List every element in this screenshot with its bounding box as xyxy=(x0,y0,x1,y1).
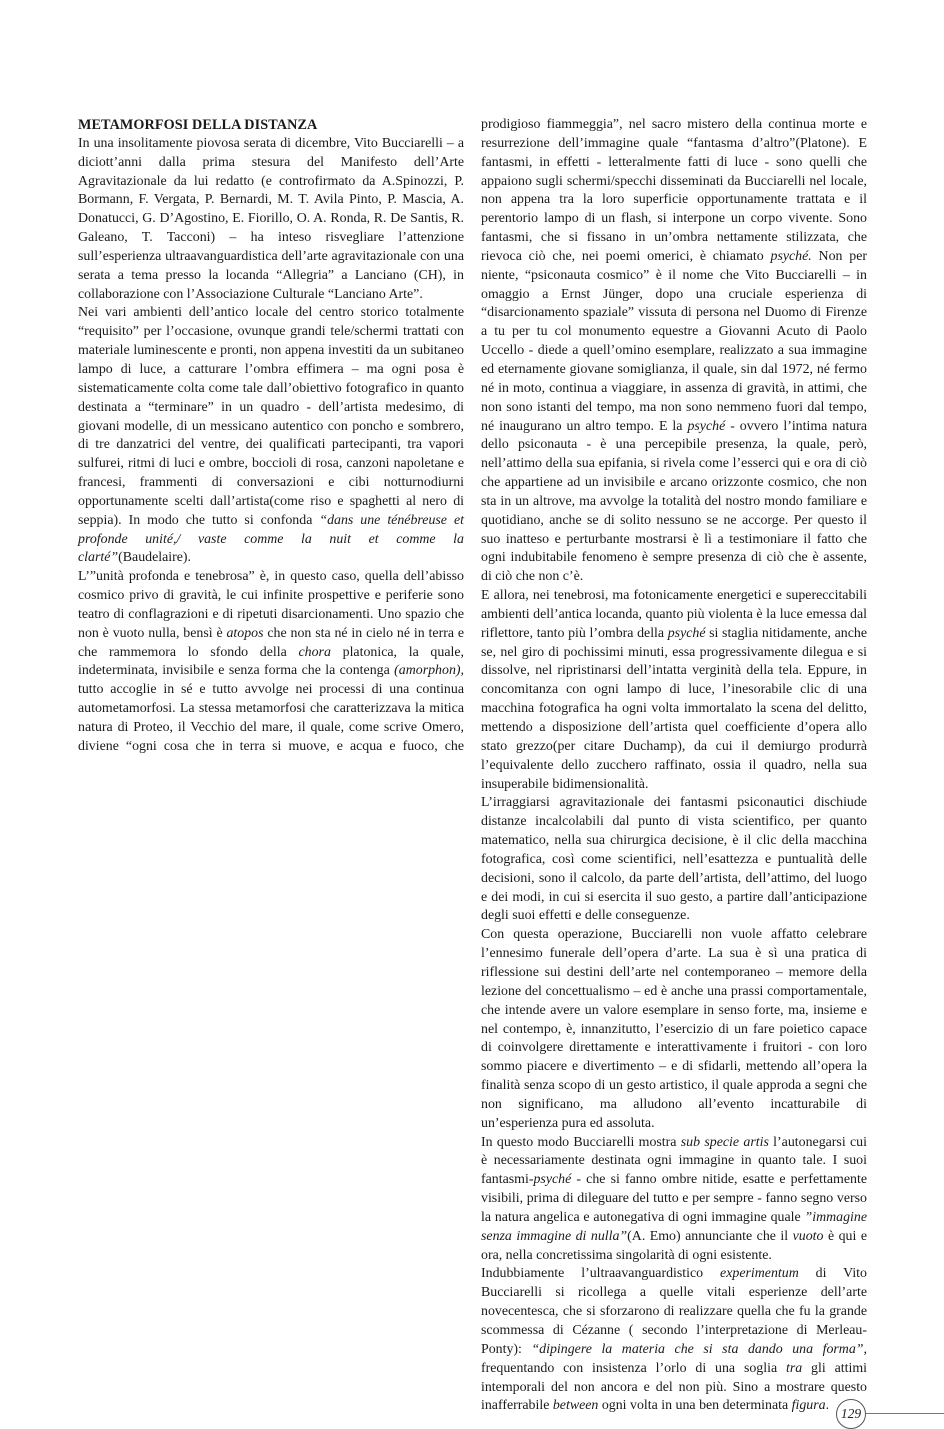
text-run: (A. Emo) annunciante che il xyxy=(627,1228,793,1244)
text-run: L’”unità profonda e tenebrosa” è, in questo caso, quella dell’abisso cosmico privo di gravità, le cui infinite prospettive e periferie sono teatro di conflagrazioni e di ripetuti disarcionamenti. Uno spazio che non è vuoto nulla, bensì è xyxy=(78,569,464,641)
paragraph xyxy=(481,794,867,926)
italic-text: vuoto xyxy=(792,1228,824,1244)
text-run: - che si fanno ombre nitide, esatte e perfettamente visibili, prima di dileguare del tutto e per sempre - fanno segno verso la natura angelica e autonegativa di ogni immagine quale xyxy=(481,1172,867,1225)
italic-text: psyché xyxy=(533,1172,572,1188)
article-title: METAMORFOSI DELLA DISTANZA xyxy=(78,117,318,133)
text-run: In questo modo Bucciarelli mostra xyxy=(481,1134,681,1150)
text-run: Indubbiamente l’ultraavanguardistico xyxy=(481,1266,721,1282)
text-run: che non sta né in cielo né in terra e che rammemora lo sfondo della xyxy=(78,625,465,660)
page-number-rule xyxy=(866,1413,944,1414)
text-run: l’autonegarsi cui è necessariamente destinata ogni immagine in quanto tale. I suoi fantasmi- xyxy=(481,1134,867,1188)
text-run: platonica, la quale, indeterminata, invisibile e senza forma che la contenga xyxy=(78,644,464,679)
italic-text: psyché xyxy=(667,625,706,641)
paragraph xyxy=(78,304,464,568)
italic-text: sub specie artis xyxy=(680,1134,769,1150)
italic-text: figura xyxy=(791,1398,826,1414)
paragraph-continued xyxy=(481,116,867,587)
text-run: di Vito Bucciarelli si ricollega a quelle vitali esperienze dell’arte novecentesca, che si sforzarono di realizzare quella che fu la grande scommessa di Cézanne ( secondo l’interpretazione di Merleau-Ponty): xyxy=(481,1266,867,1357)
page-number: 129 xyxy=(840,1406,862,1421)
italic-text: tra xyxy=(785,1360,803,1376)
italic-text: ”immagine senza immagine di nulla” xyxy=(481,1209,867,1244)
italic-text: between xyxy=(552,1398,599,1414)
text-run: gli attimi intemporali del non ancora e del non più. Sino a mostrare questo inafferrabile xyxy=(481,1360,867,1414)
italic-text: psyché xyxy=(687,418,726,434)
text-run: tutto accoglie in sé e tutto avvolge nei processi di una continua autometamorfosi. La stessa metamorfosi che caratterizzava la mitica natura di Proteo, il Vecchio del mare, il quale, come scrive Omero, diviene “ogni cosa che in terra si muove, e acqua e fuoco, che xyxy=(78,682,464,754)
paragraph xyxy=(481,926,867,1133)
paragraph xyxy=(481,1134,867,1266)
text-run: si staglia nitidamente, anche se, nel giro di pochissimi minuti, essa progressivamente dilegua e si dissolve, nel ripristinarsi dell’intatta verginità della tela. Eppure, in concomitanza con ogni lampo di luce, l’inesorabile clic di una macchina fotografica ha ogni volta immortalato la scena del delitto, mettendo a disposizione dell’artista quel coefficiente d’opera allo stato grezzo(per citare Duchamp), da cui il demiurgo produrrà l’equivalente dello zucchero raffinato, ossia il quadro, nella sua insuperabile bidimensionalità. xyxy=(481,625,867,792)
text-run: è qui e ora, nella concretissima singolarità di ogni esistente. xyxy=(481,1228,867,1263)
italic-text: experimentum xyxy=(720,1266,799,1282)
text-run: frequentando con insistenza l’orlo di una soglia xyxy=(481,1360,786,1376)
text-run: Nei vari ambienti dell’antico locale del centro storico totalmente “requisito” per l’occasione, ovunque grandi tele/schermi trattati con materiale luminescente e pronti, non appena investiti da un subitaneo lampo di luce, a catturare l’ombra effimera – ma ogni posa è sistematicamente colta come tale dall’obiettivo fotografico in quanto destinata a “terminare” in un quadro - dell’artista medesimo, di giovani modelle, di un messicano autentico con poncho e sombrero, di tre danzatrici del ventre, dei qualificati partecipanti, tra vapori sulfurei, ritmi di luci e ombre, boccioli di rosa, canzoni napoletane e francesi, frammenti di conversazioni e cibi notturnodiurni opportunamente scelti dall’artista(come riso e spaghetti al nero di seppia). In modo che tutto si confonda xyxy=(78,305,464,528)
italic-text: chora xyxy=(298,644,331,660)
text-column-left xyxy=(78,116,464,757)
text-run: L’irraggiarsi agravitazionale dei fantasmi psiconautici dischiude distanze incalcolabili dal punto di vista scientifico, per quanto matematico, nella sua chirurgica decisione, è il clic della macchina fotografica, così come scientifici, nell’esattezza e puntualità delle decisioni, sono il calcolo, da parte dell’artista, dell’attimo, del luogo e dei modi, in cui si esercita il suo gesto, a partire dall’anticipazione degli suoi effetti e delle conseguenze. xyxy=(481,795,867,924)
italic-text: (amorphon), xyxy=(394,663,464,679)
text-column-right xyxy=(481,116,867,1416)
text-run: Non per niente, “psiconauta cosmico” è il nome che Vito Bucciarelli – in omaggio a Ernst Jünger, dopo una cruciale esperienza di “disarcionamento spaziale” vissuta di persona nel Duomo di Firenze a tu per tu col monumento equestre a Giovanni Acuto di Paolo Uccello - diede a quell’omino esemplare, realizzato a sua immagine ed eternamente giovane somiglianza, il quale, sin dal 1972, né fermo né in moto, continua a viaggiare, in assenza di gravità, in attimi, che non sono istanti del tempo, ma non sono nemmeno fuori dal tempo, né inaugurano un altro tempo. E la xyxy=(481,248,867,434)
text-run: In una insolitamente piovosa serata di dicembre, Vito Bucciarelli – a diciott’anni dalla prima stesura del Manifesto dell’Arte Agravitazionale da lui redatto (e controfirmato da A.Spinozzi, P. Bormann, F. Vergata, P. Bernardi, M. T. Avila Pinto, P. Mascia, A. Donatucci, G. D’Agostino, E. Fiorillo, O. A. Ronda, R. De Santis, R. Galeano, T. Tacconi) – ha inteso risvegliare l’attenzione sull’esperienza ultraavanguardistica dell’arte agravitazionale con una serata a tema presso la locanda “Allegria” a Lanciano (CH), in collaborazione con l’Associazione Culturale “Lanciano Arte”. xyxy=(78,135,464,302)
text-run: ogni volta in una ben determinata xyxy=(598,1398,792,1414)
italic-text: “dipingere la materia che si sta dando una forma”, xyxy=(531,1341,867,1357)
text-run: (Baudelaire). xyxy=(118,550,192,566)
italic-text: “dans une ténébreuse et profonde unité,/ vaste comme la nuit et comme la clarté” xyxy=(78,512,464,566)
italic-text: atopos xyxy=(226,625,264,641)
text-run: Con questa operazione, Bucciarelli non vuole affatto celebrare l’ennesimo funerale dell’opera d’arte. La sua è sì una pratica di riflessione sui destini dell’arte nel contemporaneo – memore della lezione del concettualismo – ed è anche una prassi comportamentale, che intende avere un valore esemplare in senso forte, ma, insieme e nel contempo, è, innanzitutto, l’esercizio di un fare poietico capace di coinvolgere direttamente e interattivamente i fruitori - con loro sommo piacere e divertimento – e di sfidarli, mettendo all’opera la finalità senza scopo di un gesto artistico, il quale approda a segni che non significano, ma alludono all’evento incatturabile di un’esperienza pura ed assoluta. xyxy=(481,927,867,1131)
paragraph xyxy=(78,135,464,305)
text-run: - ovvero l’intima natura dello psiconauta - è una percepibile presenza, la quale, però, nell’attimo della sua epifania, si rivela come l’esserci qui e ora di ciò che appartiene ad un invisibile e arcano orizzonte cosmico, che non sta in un altrove, ma avvolge la totalità del nostro mondo familiare e quotidiano, anche se di solito nessuno se ne accorge. Per questo il suo inatteso e perturbante mostrarsi è lì a testimoniare il fatto che ogni indubitabile fenomeno è sempre presenza di ciò che è assente, di ciò che non c’è. xyxy=(481,418,867,585)
paragraph xyxy=(78,568,464,756)
paragraph xyxy=(481,1265,867,1416)
italic-text: psyché. xyxy=(770,248,812,264)
text-run: prodigioso fiammeggia”, nel sacro mistero della continua morte e resurrezione dell’immagine quale “fantasma d’altro”(Platone). E fantasmi, in effetti - letteralmente fatti di luce - sono quelli che appaiono sugli schermi/specchi disseminati da Bucciarelli nel locale, non appena tra la loro superficie opportunamente trattata e il perentorio lampo di un flash, si interpone un corpo vivente. Sono fantasmi, che si fissano in un’ombra nettamente stilizzata, che rievoca ciò che, nei poemi omerici, è chiamato xyxy=(481,117,867,264)
text-run: E allora, nei tenebrosi, ma fotonicamente energetici e supereccitabili ambienti dell’antica locanda, quanto più violenta è la luce emessa dal riflettore, tanto più l’ombra della xyxy=(481,588,867,641)
text-run: . xyxy=(825,1398,830,1414)
paragraph xyxy=(481,587,867,794)
